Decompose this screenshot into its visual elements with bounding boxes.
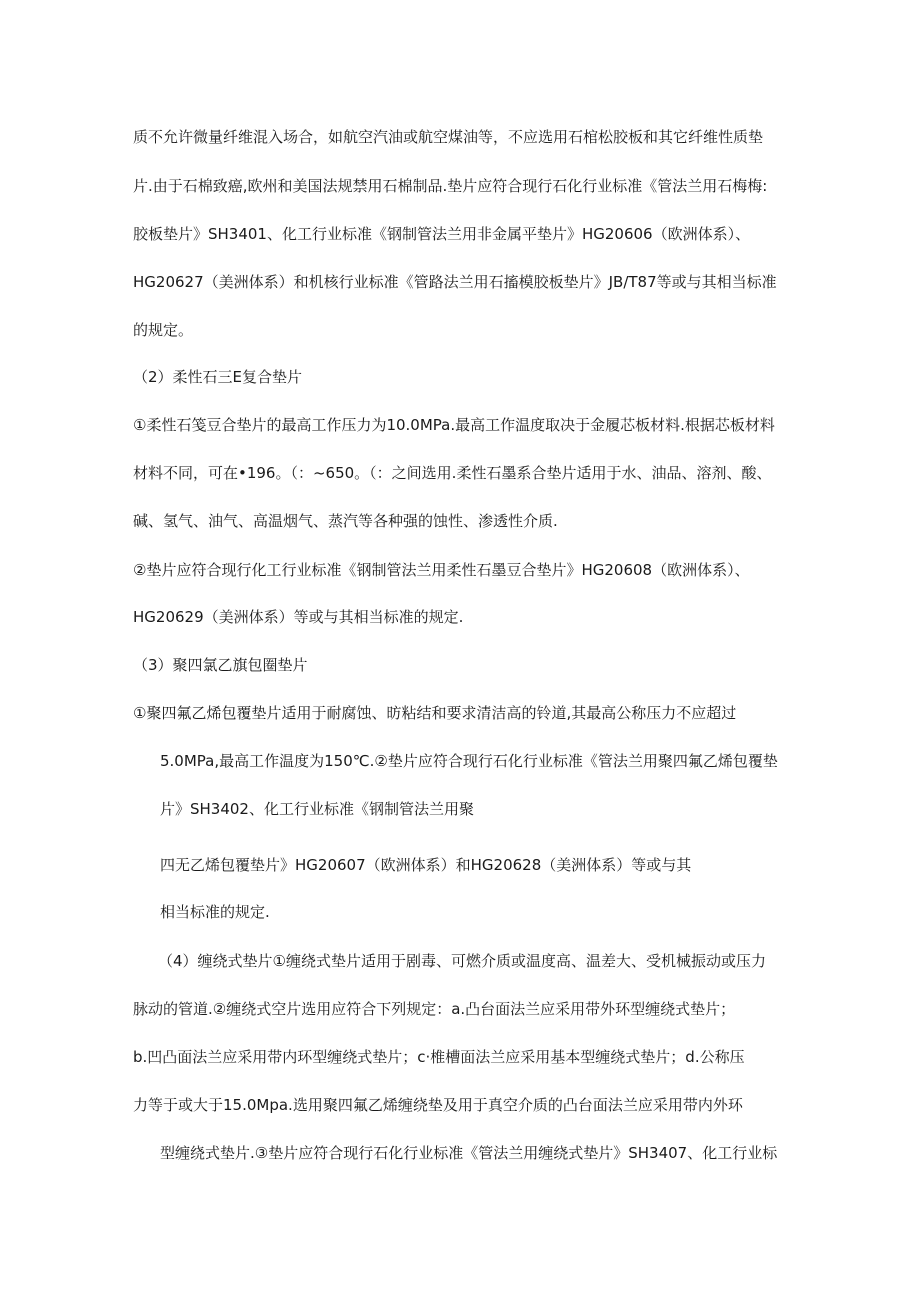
- text-line: HG20627（美洲体系）和机核行业标准《管路法兰用石搐模胶板垫片》JB/T87等或与其相当标准: [133, 273, 777, 291]
- text-line: 5.0MPa,最高工作温度为150℃.②垫片应符合现行石化行业标准《管法兰用聚四氟乙烯包覆垫: [160, 752, 778, 770]
- text-line: 碱、氢气、油气、高温烟气、蒸汽等各种强的蚀性、渗透性介质.: [133, 512, 558, 530]
- text-line: 的规定。: [133, 321, 194, 339]
- section-heading: （2）柔性石三E复合垫片: [133, 368, 303, 386]
- text-line: b.凹凸面法兰应采用带内环型缠绕式垫片；c·椎槽面法兰应采用基本型缠绕式垫片；d.公称压: [133, 1048, 745, 1066]
- text-line: ②垫片应符合现行化工行业标准《钢制管法兰用柔性石墨豆合垫片》HG20608（欧洲体系）、: [133, 561, 750, 579]
- text-line: 力等于或大于15.0Mpa.选用聚四氟乙烯缠绕垫及用于真空介质的凸台面法兰应采用带内外环: [133, 1096, 743, 1114]
- text-line: HG20629（美洲体系）等或与其相当标准的规定.: [133, 608, 464, 626]
- text-line: 片》SH3402、化工行业标准《钢制管法兰用聚: [160, 800, 474, 818]
- section-heading: （4）缠绕式垫片①缠绕式垫片适用于剧毒、可燃介质或温度高、温差大、受机械振动或压力: [158, 952, 766, 970]
- text-line: 型缠绕式垫片.③垫片应符合现行石化行业标准《管法兰用缠绕式垫片》SH3407、化工行业标: [160, 1144, 778, 1162]
- text-line: 相当标准的规定.: [160, 903, 270, 921]
- section-heading: （3）聚四氯乙旗包圈垫片: [133, 656, 308, 674]
- text-line: ①聚四氟乙烯包覆垫片适用于耐腐蚀、昉粘结和要求清洁高的铃道,其最高公称压力不应超过: [133, 704, 737, 722]
- text-line: 材料不同，可在•196。（：~650。（：之间选用.柔性石墨系合垫片适用于水、油品、溶剂、酸、: [133, 464, 772, 482]
- text-line: ①柔性石笺豆合垫片的最高工作压力为10.0MPa.最高工作温度取决于金履芯板材料.根据芯板材料: [133, 416, 775, 434]
- text-line: 质不允许微量纤维混入场合，如航空汽油或航空煤油等，不应选用石棺松胶板和其它纤维性质垫: [133, 128, 764, 146]
- text-line: 胶板垫片》SH3401、化工行业标准《钢制管法兰用非金属平垫片》HG20606（欧洲体系）、: [133, 225, 751, 243]
- text-line: 片.由于石棉致癌,欧州和美国法规禁用石棉制品.垫片应符合现行石化行业标准《管法兰用石梅梅:: [133, 177, 768, 195]
- text-line: 脉动的管道.②缠绕式空片选用应符合下列规定：a.凸台面法兰应采用带外环型缠绕式垫片；: [133, 1000, 736, 1018]
- text-line: 四无乙烯包覆垫片》HG20607（欧洲体系）和HG20628（美洲体系）等或与其: [160, 856, 692, 874]
